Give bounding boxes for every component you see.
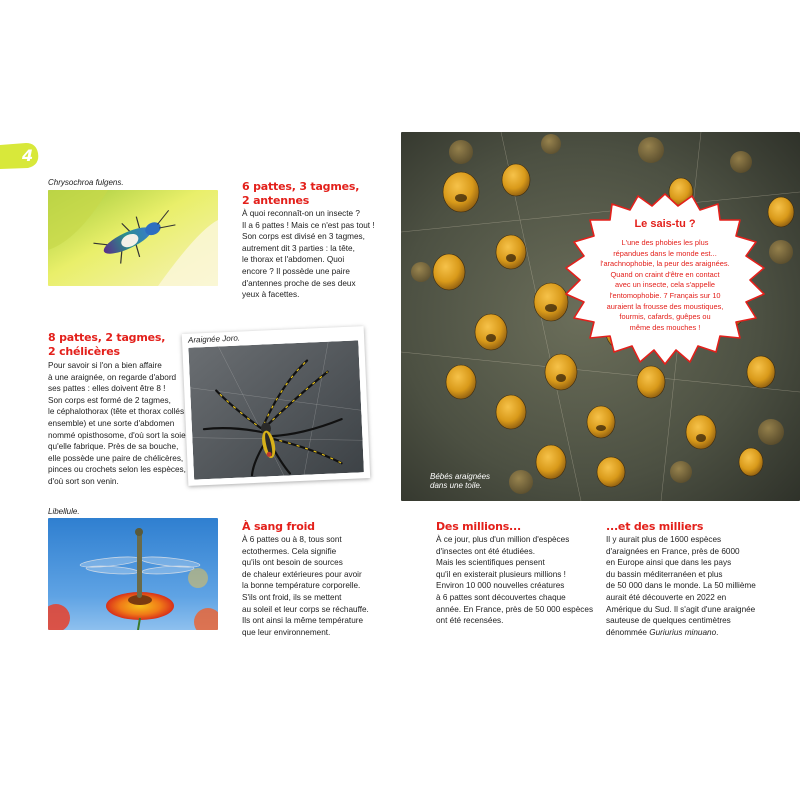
- baby-spiders-caption: Bébés araignées dans une toile.: [430, 472, 491, 490]
- dragonfly-caption: Libellule.: [48, 507, 80, 516]
- did-you-know-text: L'une des phobies les plus répandues dans le monde est... l'arachnophobie, la peur des araignées. Quand on craint d'être en contact avec un insecte, cela s'appelle l'entomophobie. 7 Français sur 10 auraient la frousse des moustiques, fourmis, cafards, guêpes ou même des mouches !: [600, 238, 730, 332]
- millions-heading: Des millions...: [436, 520, 521, 533]
- spider-photo: [188, 340, 364, 479]
- spider-text: Pour savoir si l'on a bien affaire à une araignée, on regarde d'abord ses pattes : elles doivent être 8 ! Son corps est formé de 2 tagmes, le céphalothorax (tête et thorax collés ensemble) et une sorte d'abdomen nommé opisthosome, d'où sort la soie qu'elle fabrique. Près de sa bouche, elle possède une paire de chélicères, pinces ou crochets selon les espèces, d'où sort son venin.: [48, 361, 186, 486]
- milliers-heading: ...et des milliers: [606, 520, 704, 533]
- dragonfly-heading: À sang froid: [242, 520, 315, 533]
- beetle-heading: 6 pattes, 3 tagmes, 2 antennes: [242, 180, 360, 207]
- millions-text: À ce jour, plus d'un million d'espèces d'insectes ont été étudiées. Mais les scientifiques pensent qu'il en existerait plusieurs millions ! Environ 10 000 nouvelles créatures à 6 pattes sont découvertes chaque année. En France, près de 50 000 espèces ont été recensées.: [436, 535, 594, 626]
- dragonfly-photo: [48, 518, 218, 630]
- spider-heading: 8 pattes, 2 tagmes, 2 chélicères: [48, 331, 166, 358]
- spider-caption: Araignée Joro.: [187, 333, 241, 345]
- species-name: Guriurius minuano: [649, 627, 717, 637]
- beetle-caption: Chrysochroa fulgens.: [48, 178, 124, 187]
- did-you-know-title: Le sais-tu ?: [634, 218, 696, 230]
- page-number: 4: [22, 146, 34, 165]
- milliers-text: Il y aurait plus de 1600 espèces d'araignées en France, près de 6000 en Europe ainsi que dans les pays du bassin méditerranéen et plus de 50 000 dans le monde. La 50 millième aurait été découverte en 2022 en Amérique du Sud. Il s'agit d'une araignée sauteuse de quelques centimètres dénommée Guriurius minuano.: [606, 535, 756, 637]
- page-number-tab: [0, 143, 40, 169]
- beetle-photo: [48, 190, 218, 286]
- spider-polaroid: [182, 326, 370, 486]
- beetle-text: À quoi reconnaît-on un insecte ? Il a 6 pattes ! Mais ce n'est pas tout ! Son corps est divisé en 3 tagmes, autrement dit 3 parties : la tête, le thorax et l'abdomen. Quoi encore ? Il possède une paire d'antennes proche de ses deux yeux à facettes.: [242, 209, 375, 300]
- dragonfly-text: À 6 pattes ou à 8, tous sont ectothermes. Cela signifie qu'ils ont besoin de sources de chaleur extérieures pour avoir la bonne température corporelle. S'ils ont froid, ils se mettent au soleil et leur corps se réchauffe. Ils ont ainsi la même température que leur environnement.: [242, 535, 369, 637]
